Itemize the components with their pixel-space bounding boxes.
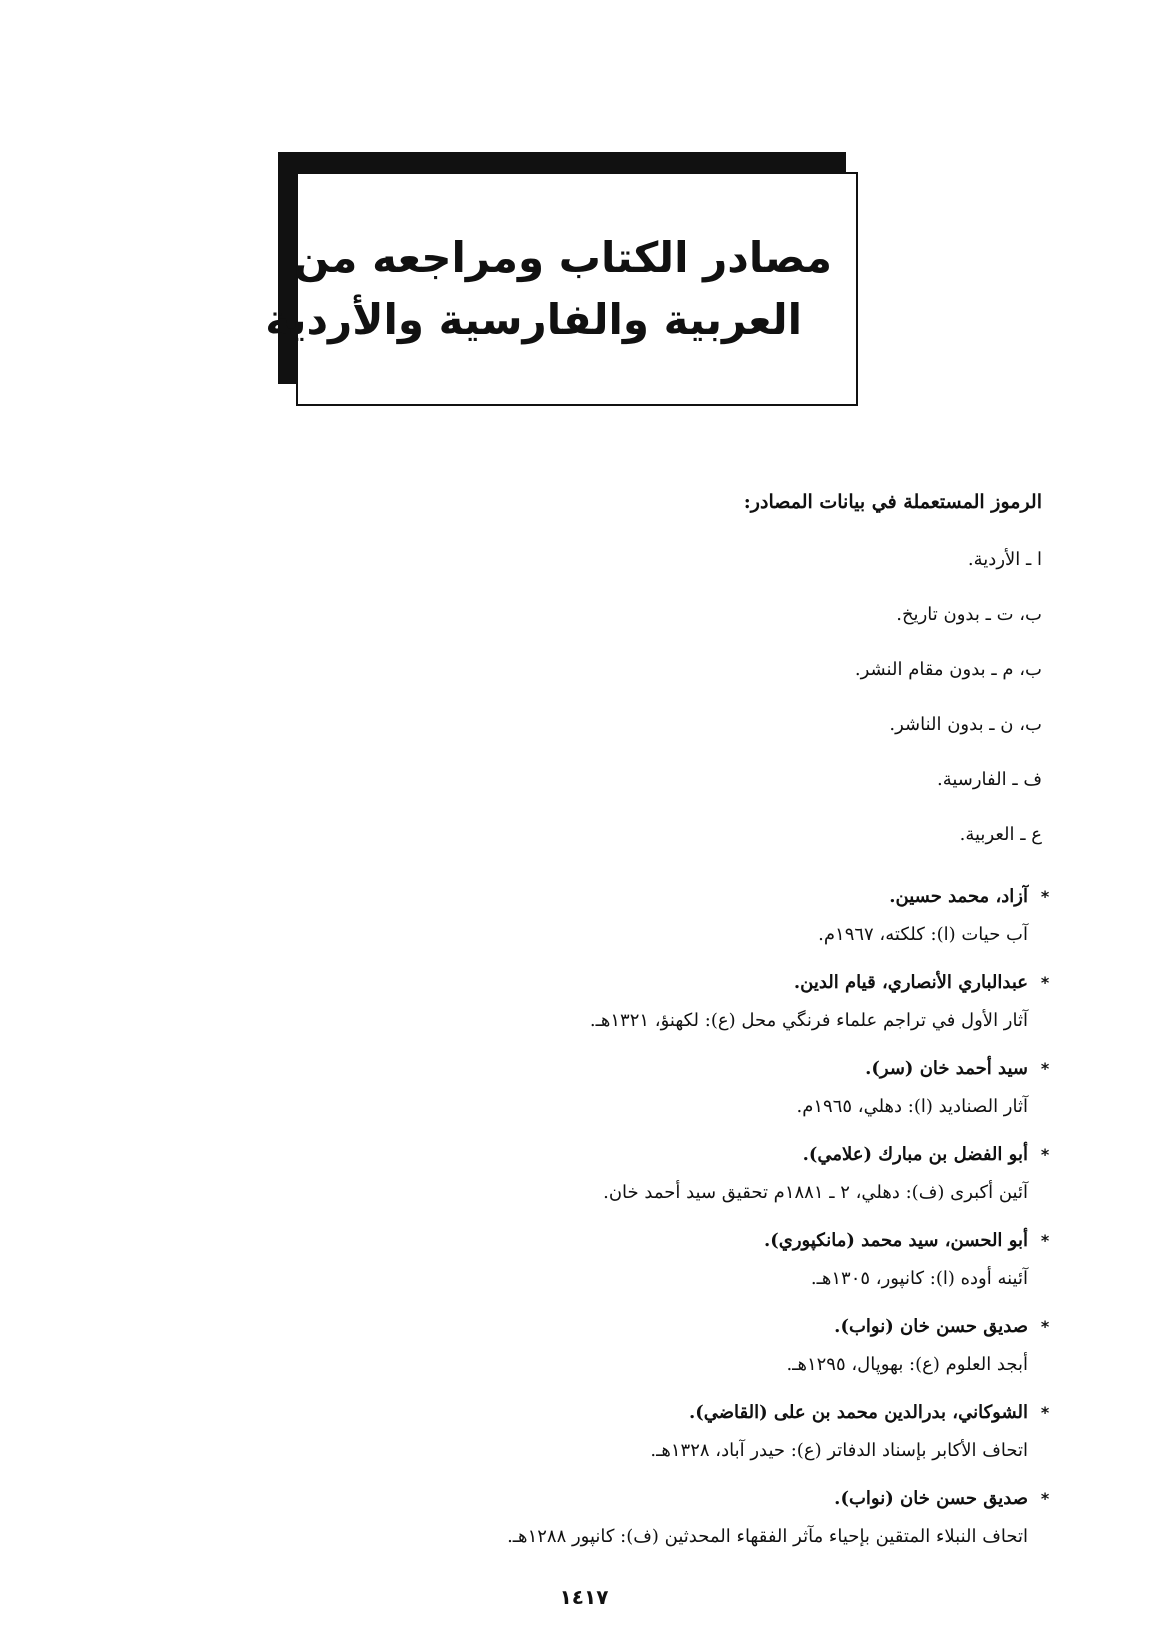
- author-name: أبو الفضل بن مبارك (علامي).: [802, 1144, 1028, 1165]
- bibliography-entry: [162, 963, 1062, 1049]
- legend-heading: الرموز المستعملة في بيانات المصادر:: [743, 491, 1042, 513]
- entry-author: [162, 1479, 1062, 1519]
- asterisk-icon: *: [1040, 1059, 1050, 1078]
- entry-author: [162, 1393, 1062, 1433]
- author-name: أبو الحسن، سيد محمد (مانكپوري).: [763, 1230, 1028, 1251]
- author-name: صديق حسن خان (نواب).: [834, 1316, 1028, 1337]
- page-title-line-2: العربية والفارسية والأردية: [265, 295, 802, 344]
- author-name: آزاد، محمد حسين.: [889, 886, 1028, 907]
- entry-title: أبجد العلوم (ع): بهوپال، ١٢٩٥هـ.: [786, 1354, 1028, 1375]
- legend-item: ا ـ الأردية.: [967, 549, 1042, 570]
- bibliography-entry: [162, 1135, 1062, 1221]
- legend-item: ع ـ العربية.: [959, 824, 1042, 845]
- bibliography-entry: [162, 1049, 1062, 1135]
- entry-title: آئينه أوده (ا): كانپور، ١٣٠٥هـ.: [810, 1268, 1028, 1289]
- bibliography-list: [162, 877, 1062, 1565]
- bibliography-entry: [162, 1221, 1062, 1307]
- page-number: ١٤١٧: [559, 1585, 609, 1609]
- asterisk-icon: *: [1040, 1145, 1050, 1164]
- entry-author: [162, 963, 1062, 1003]
- legend-item: ب، ت ـ بدون تاريخ.: [896, 604, 1042, 625]
- asterisk-icon: *: [1040, 1317, 1050, 1336]
- asterisk-icon: *: [1040, 887, 1050, 906]
- asterisk-icon: *: [1040, 1489, 1050, 1508]
- entry-title: آب حيات (ا): كلكته، ١٩٦٧م.: [818, 924, 1028, 945]
- page-title-line-1: مصادر الكتاب ومراجعه من: [293, 233, 832, 282]
- entry-title: آئين أكبرى (ف): دهلي، ٢ ـ ١٨٨١م تحقيق سيد أحمد خان.: [603, 1182, 1028, 1203]
- entry-title: اتحاف الأكابر بإسناد الدفاتر (ع): حيدر آباد، ١٣٢٨هـ.: [650, 1440, 1028, 1461]
- asterisk-icon: *: [1040, 973, 1050, 992]
- asterisk-icon: *: [1040, 1231, 1050, 1250]
- author-name: سيد أحمد خان (سر).: [865, 1058, 1028, 1079]
- author-name: الشوكاني، بدرالدين محمد بن على (القاضي).: [688, 1402, 1028, 1423]
- bibliography-entry: [162, 877, 1062, 963]
- bibliography-entry: [162, 1479, 1062, 1565]
- entry-author: [162, 1049, 1062, 1089]
- author-name: عبدالباري الأنصاري، قيام الدين.: [793, 972, 1028, 993]
- entry-title: آثار الصناديد (ا): دهلي، ١٩٦٥م.: [796, 1096, 1028, 1117]
- legend-item: ب، ن ـ بدون الناشر.: [889, 714, 1042, 735]
- title-box: [265, 172, 858, 406]
- bibliography-entry: [162, 1393, 1062, 1479]
- bibliography-entry: [162, 1307, 1062, 1393]
- entry-title: اتحاف النبلاء المتقين بإحياء مآثر الفقهاء المحدثين (ف): كانپور ١٢٨٨هـ.: [507, 1526, 1028, 1547]
- author-name: صديق حسن خان (نواب).: [834, 1488, 1028, 1509]
- entry-author: [162, 1135, 1062, 1175]
- abbreviations-legend: [482, 484, 1042, 872]
- legend-item: ف ـ الفارسية.: [936, 769, 1042, 790]
- entry-author: [162, 1221, 1062, 1261]
- legend-item: ب، م ـ بدون مقام النشر.: [854, 659, 1042, 680]
- entry-title: آثار الأول في تراجم علماء فرنگي محل (ع): لكهنؤ، ١٣٢١هـ.: [589, 1010, 1028, 1031]
- entry-author: [162, 877, 1062, 917]
- entry-author: [162, 1307, 1062, 1347]
- asterisk-icon: *: [1040, 1403, 1050, 1422]
